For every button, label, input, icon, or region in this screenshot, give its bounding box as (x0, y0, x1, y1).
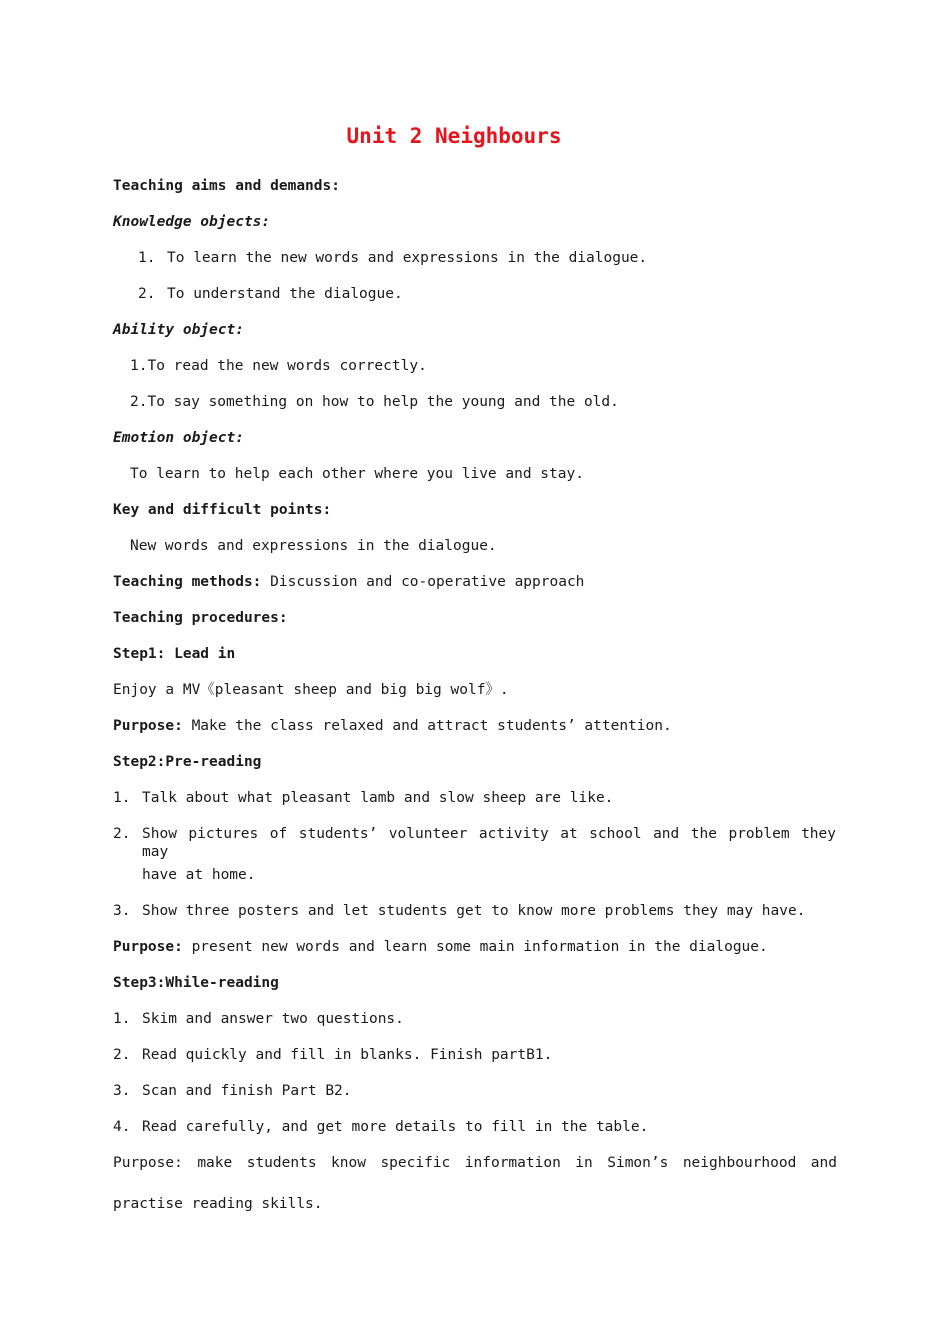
step2-item-2: Show pictures of students’ volunteer activity at school and the problem they may (142, 826, 836, 860)
step2-purpose-label: Purpose: (113, 939, 183, 955)
step2-item-2-continued: have at home. (142, 867, 256, 883)
ability-heading: Ability object: (113, 322, 244, 338)
step3-item-2: Read quickly and fill in blanks. Finish partB1. (142, 1047, 553, 1063)
step1-text: Enjoy a MV《pleasant sheep and big big wolf》. (113, 682, 509, 698)
methods-label: Teaching methods: (113, 574, 262, 590)
ability-item-1: 1.To read the new words correctly. (130, 358, 427, 374)
step2-purpose (113, 938, 768, 956)
step3-item-1-number: 1. (113, 1011, 131, 1027)
step1-purpose-text: Make the class relaxed and attract students’ attention. (182, 718, 672, 734)
methods-text: Discussion and co-operative approach (261, 574, 585, 590)
emotion-text: To learn to help each other where you live and stay. (130, 466, 584, 482)
knowledge-heading: Knowledge objects: (113, 214, 271, 230)
step3-item-2-number: 2. (113, 1047, 131, 1063)
step3-purpose-line-1: Purpose: make students know specific information in Simon’s neighbourhood and (113, 1155, 837, 1171)
page-title: Unit 2 Neighbours (346, 124, 562, 148)
step1-heading: Step1: Lead in (113, 646, 236, 662)
knowledge-item-1-number: 1. (138, 250, 156, 266)
knowledge-item-2: To understand the dialogue. (167, 286, 403, 302)
step3-heading: Step3:While-reading (113, 975, 279, 991)
procedures-heading: Teaching procedures: (113, 610, 288, 626)
step2-purpose-text: present new words and learn some main information in the dialogue. (182, 939, 768, 955)
step2-item-1-number: 1. (113, 790, 131, 806)
key-points-text: New words and expressions in the dialogue. (130, 538, 497, 554)
step1-purpose (113, 717, 672, 735)
knowledge-item-2-number: 2. (138, 286, 156, 302)
step3-purpose-line-2: practise reading skills. (113, 1196, 323, 1212)
step3-item-3: Scan and finish Part B2. (142, 1083, 352, 1099)
step2-item-1: Talk about what pleasant lamb and slow sheep are like. (142, 790, 614, 806)
step3-item-4: Read carefully, and get more details to fill in the table. (142, 1119, 649, 1135)
ability-item-2: 2.To say something on how to help the young and the old. (130, 394, 619, 410)
methods-line (113, 573, 584, 591)
step2-item-3-number: 3. (113, 903, 131, 919)
emotion-heading: Emotion object: (113, 430, 244, 446)
step3-item-4-number: 4. (113, 1119, 131, 1135)
step2-item-3: Show three posters and let students get to know more problems they may have. (142, 903, 806, 919)
step1-purpose-label: Purpose: (113, 718, 183, 734)
aims-heading: Teaching aims and demands: (113, 178, 340, 194)
knowledge-item-1: To learn the new words and expressions in the dialogue. (167, 250, 648, 266)
step3-item-1: Skim and answer two questions. (142, 1011, 404, 1027)
step2-item-2-number: 2. (113, 826, 131, 842)
step3-item-3-number: 3. (113, 1083, 131, 1099)
key-points-heading: Key and difficult points: (113, 502, 332, 518)
step2-heading: Step2:Pre-reading (113, 754, 262, 770)
